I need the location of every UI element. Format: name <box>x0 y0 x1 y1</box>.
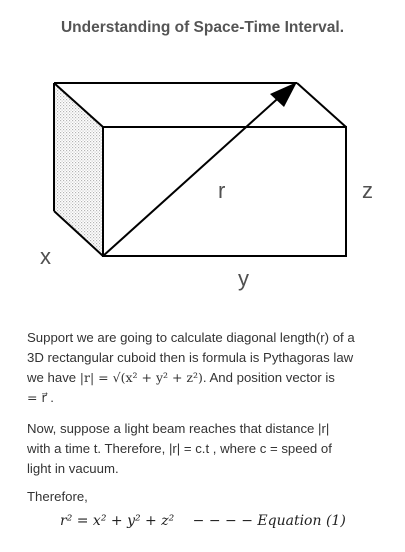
paragraph-pythagoras <box>27 328 399 408</box>
equation-lhs: r² = x² + y² + z² <box>60 513 175 529</box>
diagonal-r-line <box>103 92 285 256</box>
equation-dashes: − − − − <box>192 513 253 529</box>
diagonal-arrowhead <box>270 82 297 107</box>
equation-label: Equation (1) <box>257 513 346 529</box>
cuboid-left-face <box>54 83 103 256</box>
p1-line3: we have |r| = √(x² + y² + z²). And position vector is <box>27 370 335 385</box>
equation-1 <box>60 513 346 529</box>
p1-line1: Support we are going to calculate diagonal length(r) of a <box>27 330 355 345</box>
p2-line2: with a time t. Therefore, |r| = c.t , where c = speed of <box>27 441 332 456</box>
p1-line2: 3D rectangular cuboid then is formula is Pythagoras law <box>27 350 354 365</box>
label-z: z <box>362 178 373 203</box>
label-x: x <box>40 244 51 269</box>
label-y: y <box>238 266 249 291</box>
p1-line4: = r⃗ . <box>27 390 54 405</box>
paragraph-therefore: Therefore, <box>27 489 88 504</box>
page-title: Understanding of Space-Time Interval. <box>60 19 345 36</box>
label-r: r <box>218 178 226 203</box>
magnitude-formula: |r| = √(x² + y² + z²) <box>79 370 203 385</box>
p2-line1: Now, suppose a light beam reaches that distance |r| <box>27 421 330 436</box>
paragraph-light-beam <box>27 419 399 479</box>
p2-line3: light in vacuum. <box>27 461 119 476</box>
position-vector: = r⃗ <box>27 390 47 405</box>
